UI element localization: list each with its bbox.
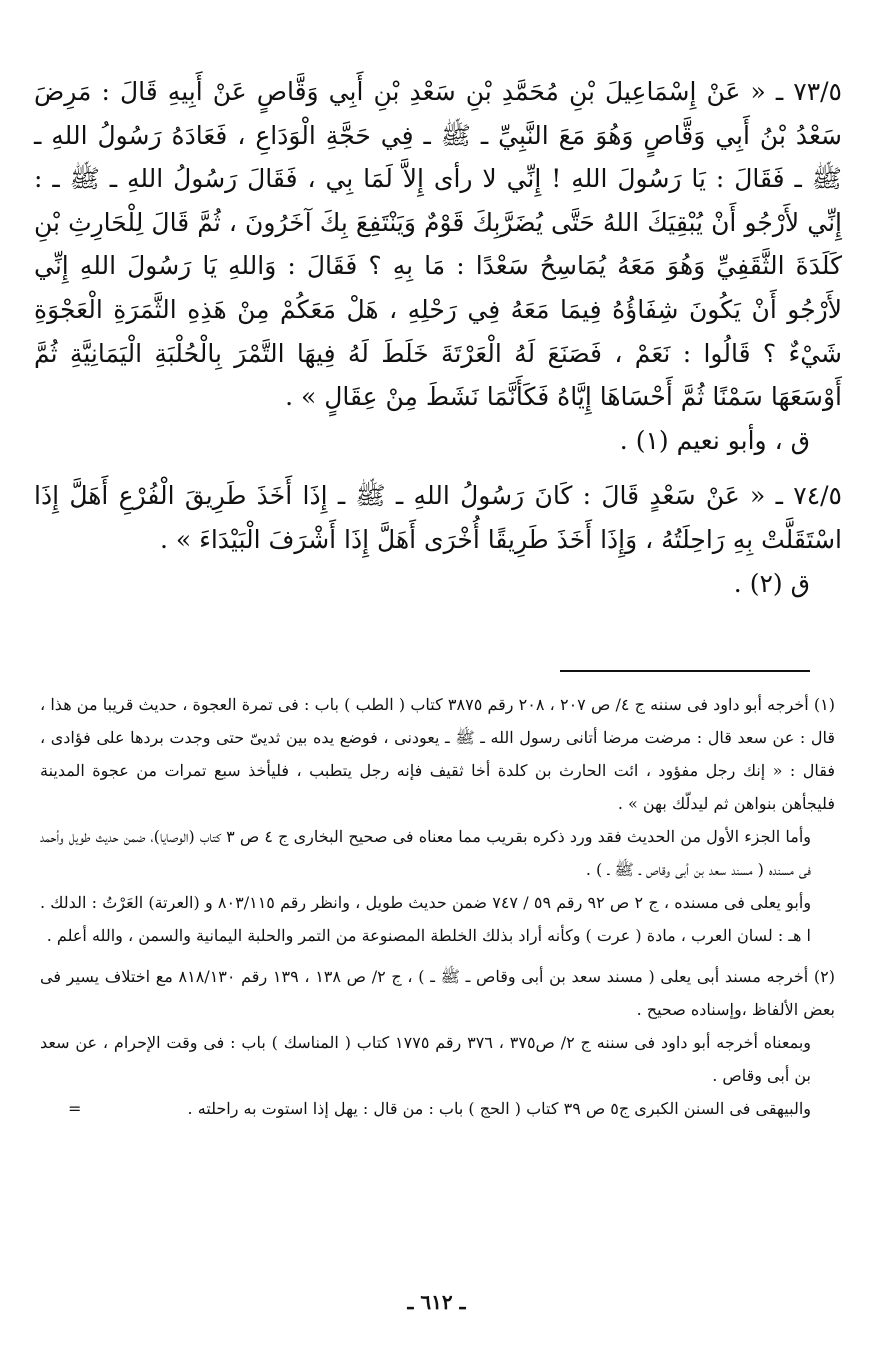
- continuation-mark: =: [68, 1099, 82, 1118]
- hadith-spacer: [34, 462, 842, 474]
- footnote-1-part-3: وأبو يعلى فى مسنده ، ج ٢ ص ٩٢ رقم ٥٩ / ٧٤٧ ضمن حديث طويل ، وانظر رقم ٨٠٣/١١٥ و (العرتة) العَرْتُ : الدلك . ا هـ : لسان العرب ، مادة ( عرت ) وكأنه أراد بذلك الخلطة المصنوعة من التمر والحلبة اليمانية والسمن ، والله أعلم .: [40, 893, 812, 945]
- footnote-2-part-3-text: والبيهقى فى السنن الكبرى ج٥ ص ٣٩ كتاب ( الحج ) باب : من قال : يهل إذا استوت به راحلته .: [187, 1099, 811, 1118]
- hadith-74-text: ٧٤/٥ ـ « عَنْ سَعْدٍ قَالَ : كَانَ رَسُولُ اللهِ ـ ﷺ ـ إِذَا أَخَذَ طَرِيقَ الْفُرْعِ أَهَلَّ إِذَا اسْتَقَلَّتْ بِهِ رَاحِلَتُهُ ، وَإِذَا أَخَذَ طَرِيقًا أُخْرَى أَهَلَّ إِذَا أَشْرَفَ الْبَيْدَاءَ » .: [34, 481, 842, 554]
- footnote-1-part-2: وأما الجزء الأول من الحديث فقد ورد ذكره بقريب مما معناه فى صحيح البخارى ج ٤ ص ٣ كتاب (الوصايا)، ضمن حديث طويل وأحمد فى مسنده ( مسند سعد بن أبى وقاص ـ ﷺ ـ ) .: [40, 827, 812, 879]
- page-number: ـ ٦١٢ ـ: [407, 1290, 466, 1314]
- main-text: [34, 70, 842, 605]
- footnote-1: (١) أخرجه أبو داود فى سننه ج ٤/ ص ٢٠٧ ، ٢٠٨ رقم ٣٨٧٥ كتاب ( الطب ) باب : فى تمرة العجوة ، حديث قريبا من هذا ، قال : عن سعد قال : مرضت مرضا أتانى رسول الله ـ ﷺ ـ يعودنى ، فوضع يده بين ثديىّ حتى وجدت بردها على فؤادى ، فقال : « إنك رجل مفؤود ، ائت الحارث بن كلدة أخا ثقيف فإنه رجل يتطبب ، فليأخذ سبع تمرات من عجوة المدينة فليجأهن بنواهن ثم ليدلّك بهن » .: [40, 695, 836, 813]
- footnote-2: (٢) أخرجه مسند أبى يعلى ( مسند سعد بن أبى وقاص ـ ﷺ ـ ) ، ج ٢/ ص ١٣٨ ، ١٣٩ رقم ٨١٨/١٣٠ مع اختلاف يسير فى بعض الألفاظ ،وإسناده صحيح .: [40, 967, 835, 1019]
- hadith-73-text: ٧٣/٥ ـ « عَنْ إِسْمَاعِيلَ بْنِ مُحَمَّدِ بْنِ سَعْدِ بْنِ أَبِي وَقَّاصٍ عَنْ أَبِيهِ قَالَ : مَرِضَ سَعْدُ بْنُ أَبِي وَقَّاصٍ وَهُوَ مَعَ النَّبِيِّ ـ ﷺ ـ فِي حَجَّةِ الْوَدَاعِ ، فَعَادَهُ رَسُولُ اللهِ ـ ﷺ ـ فَقَالَ : يَا رَسُولَ اللهِ ! إِنِّي لا رأى إِلاَّ لَمَا بِي ، فَقَالَ رَسُولُ اللهِ ـ ﷺ ـ : إِنِّي لأَرْجُو أَنْ يُبْقِيَكَ اللهُ حَتَّى يُضَرَّبِكَ قَوْمٌ وَيَنْتَفِعَ بِكَ آخَرُونَ ، ثُمَّ قَالَ لِلْحَارِثِ بْنِ كَلَدَةَ الثَّقَفِيِّ وَهُوَ مَعَهُ يُمَاسِحُ سَعْدًا : مَا بِهِ ؟ فَقَالَ : وَاللهِ يَا رَسُولَ اللهِ إِنِّي لأَرْجُو أَنْ يَكُونَ شِفَاؤُهُ فِيمَا مَعَهُ فِي رَحْلِهِ ، هَلْ مَعَكُمْ مِنْ هَذِهِ الثَّمَرَةِ الْعَجْوَةِ شَيْءٌ ؟ قَالُوا : نَعَمْ ، فَصَنَعَ لَهُ الْعَرْتَةَ خَلَطَ لَهُ فِيهَا التَّمْرَ بِالْحُلْبَةِ الْيَمَانِيَّةِ ثُمَّ أَوْسَعَهَا سَمْنًا ثُمَّ أَحْسَاهَا إِيَّاهُ فَكَأَنَّمَا نَشَطَ مِنْ عِقَالٍ » .: [34, 77, 843, 412]
- footnote-2-part-3: [40, 1092, 835, 1125]
- footnote-spacer: [40, 952, 835, 960]
- footnote-2-part-2: وبمعناه أخرجه أبو داود فى سننه ج ٢/ ص٣٧٥ ، ٣٧٦ رقم ١٧٧٥ كتاب ( المناسك ) باب : فى وقت الإحرام ، عن سعد بن أبى وقاص .: [40, 1033, 812, 1085]
- footnotes: [40, 688, 835, 1125]
- footnote-separator: [560, 670, 810, 672]
- hadith-74-source: ق (٢) .: [733, 568, 810, 598]
- hadith-73-source: ق ، وأبو نعيم (١) .: [619, 425, 810, 455]
